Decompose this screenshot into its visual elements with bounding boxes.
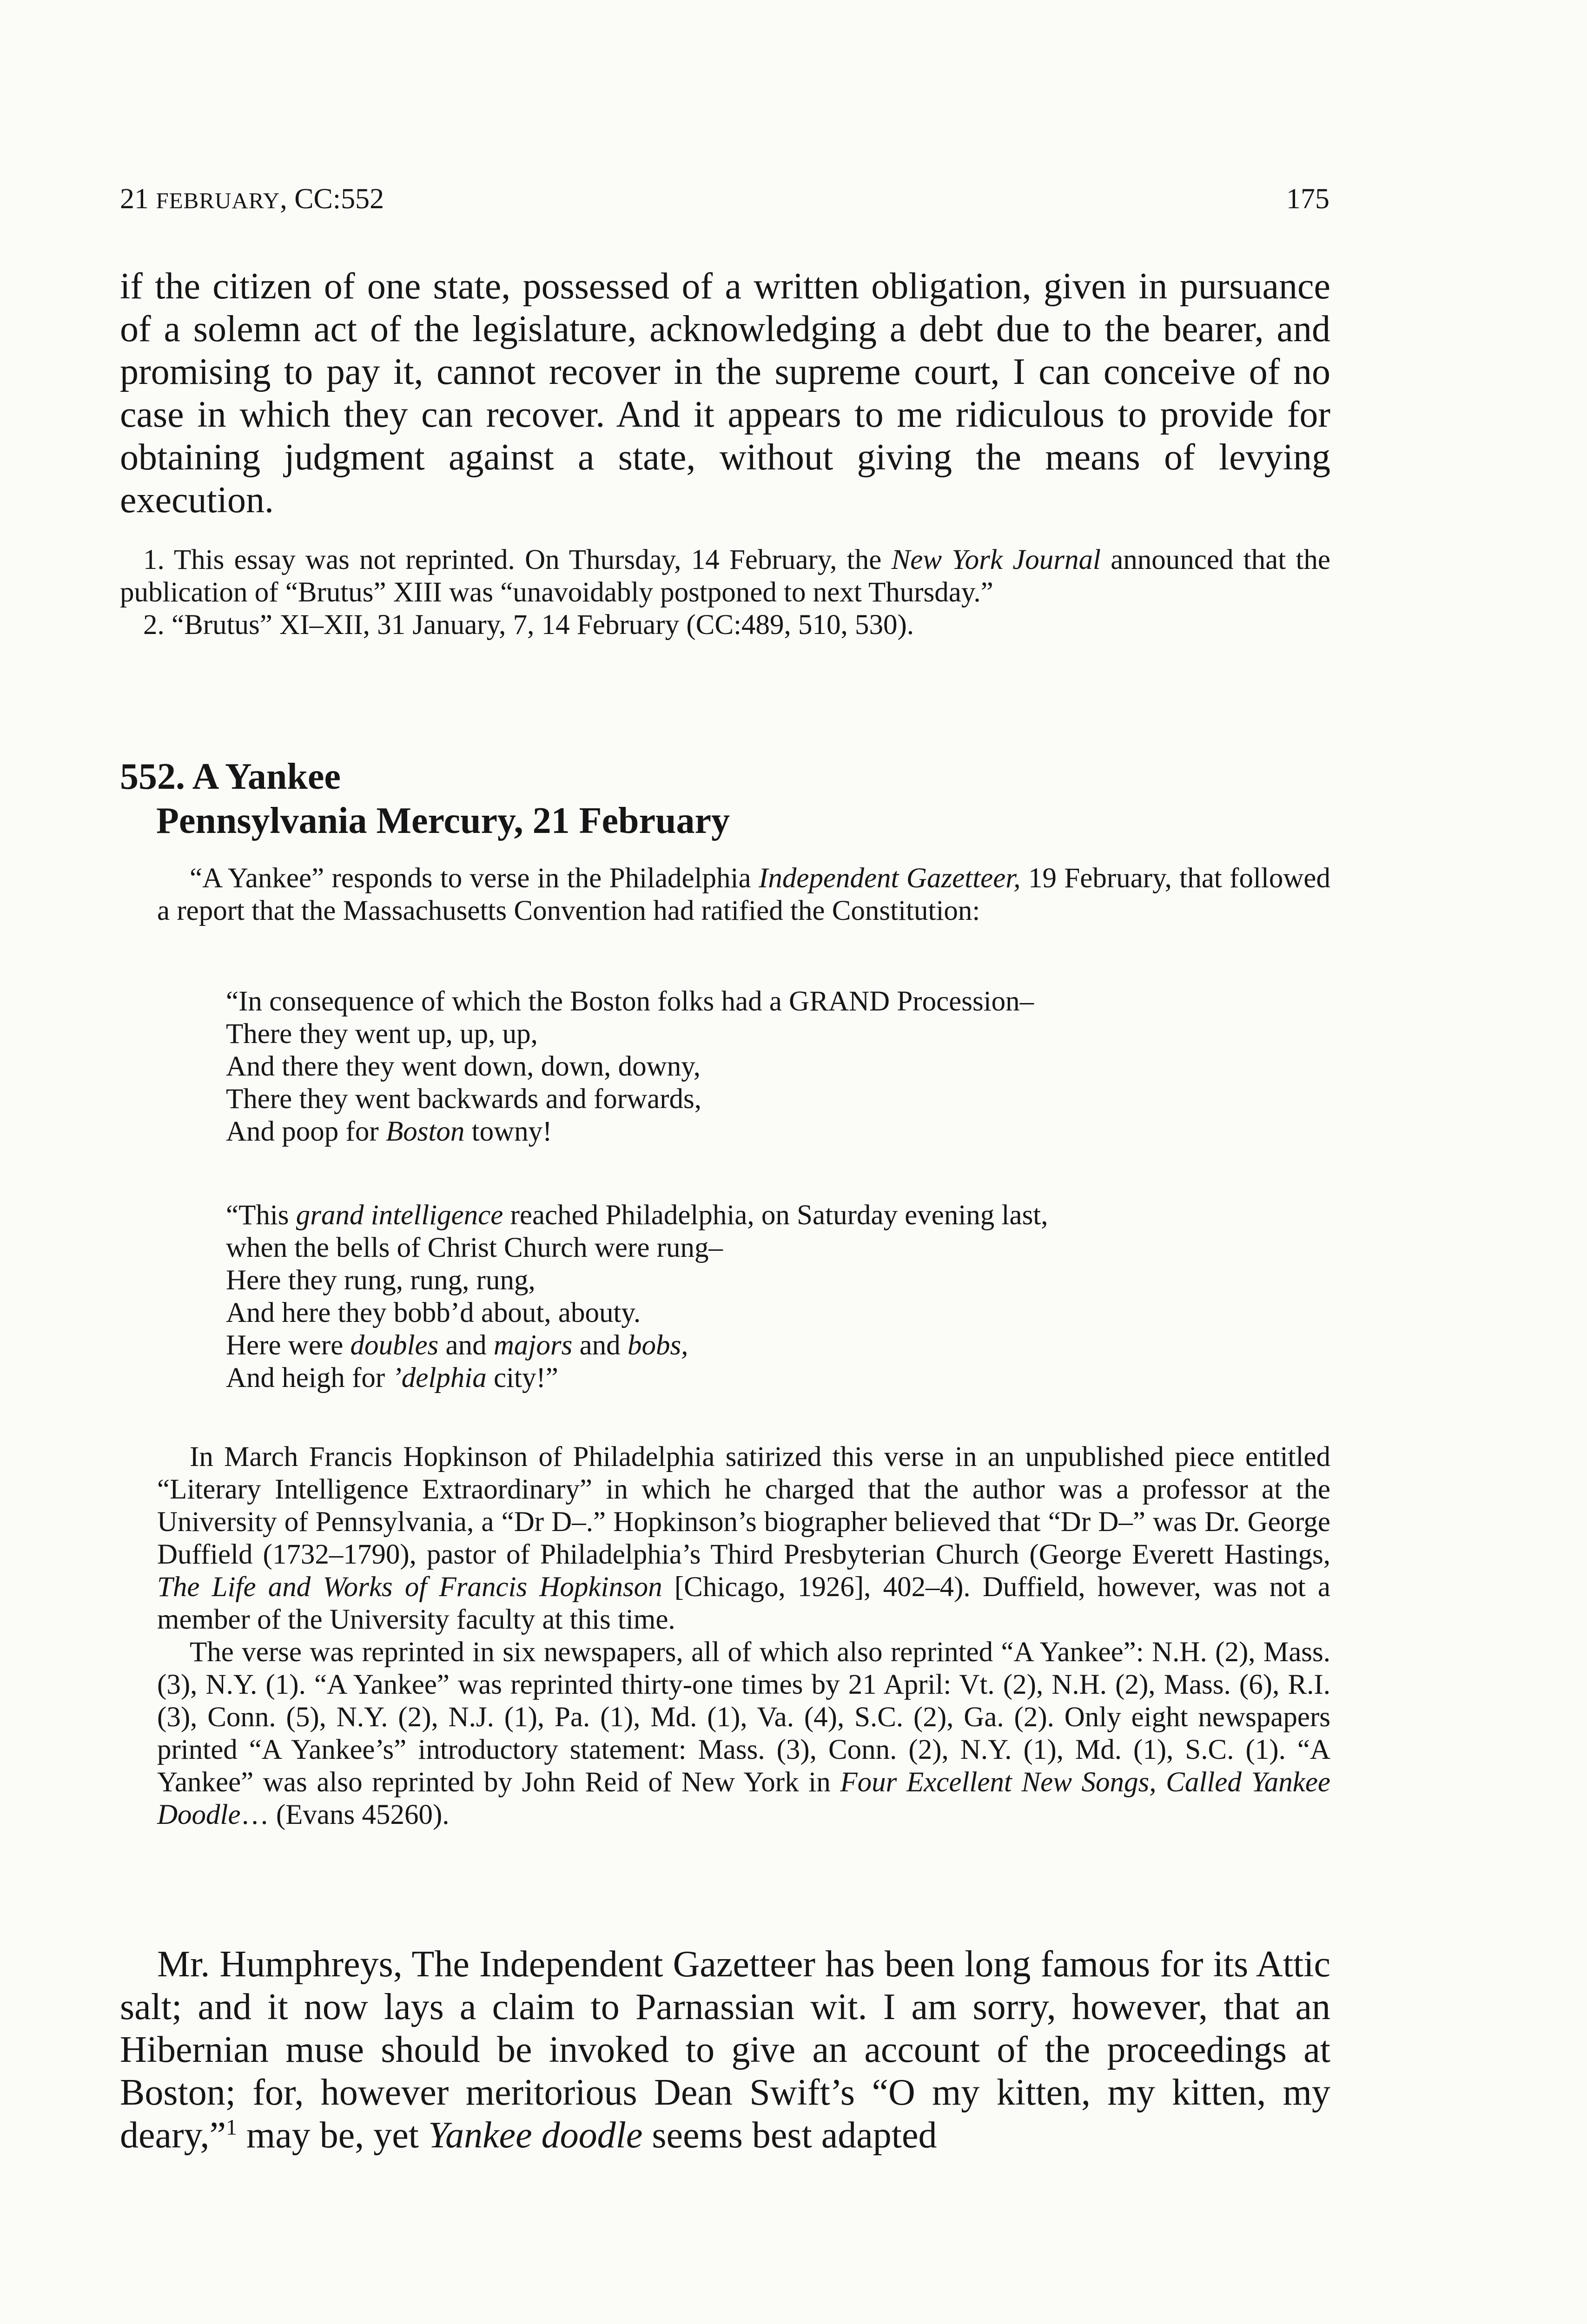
commentary-paragraph-2: The verse was reprinted in six newspapers, all of which also reprinted “A Yankee”: N.H. (2), Mass. (3), N.Y. (1). “A Yankee” was reprinted thirty-one times by 21 April: Vt. (2), N.H. (2), Mass. (6), R.I. (3), Conn. (5), N.Y. (2), N.J. (1), Pa. (1), Md. (1), Va. (4), S.C. (2), Ga. (2). Only eight newspapers printed “A Yankee’s” introductory statement: Mass. (3), Conn. (2), N.Y. (1), Md. (1), S.C. (1). “A Yankee” was also reprinted by John Reid of New York in Four Excellent New Songs, Called Yankee Doodle… (Evans 45260). xyxy=(157,1637,1331,1830)
verse-line: Here they rung, rung, rung, xyxy=(226,1265,536,1296)
verse-line: Here were doubles and majors and bobs, xyxy=(226,1330,688,1361)
verse-line: There they went backwards and forwards, xyxy=(226,1083,702,1115)
footnote-1: 1. This essay was not reprinted. On Thursday, 14 February, the New York Journal announced that the publication of “Brutus” XIII was “unavoidably postponed to next Thursday.” xyxy=(120,544,1330,608)
running-head-doc-ref: , CC:552 xyxy=(280,183,384,215)
verse-line: There they went up, up, up, xyxy=(226,1018,538,1050)
verse-line: And heigh for ’delphia city!” xyxy=(226,1362,558,1393)
verse-stanza-1 xyxy=(226,985,1295,1148)
verse-line: And poop for Boston towny! xyxy=(226,1116,552,1147)
headnote-intro: “A Yankee” responds to verse in the Philadelphia Independent Gazetteer, 19 February, that followed a report that the Massachusetts Convention had ratified the Constitution: xyxy=(157,863,1331,926)
verse-line: when the bells of Christ Church were rung– xyxy=(226,1232,723,1263)
headnote-commentary xyxy=(157,1441,1330,1831)
verse-line: “This grand intelligence reached Philadelphia, on Saturday evening last, xyxy=(226,1200,1048,1231)
verse-line: “In consequence of which the Boston folks had a GRAND Procession– xyxy=(226,986,1034,1017)
continued-paragraph: if the citizen of one state, possessed of a written obligation, given in pursuance of a solemn act of the legislature, acknowledging a debt due to the bearer, and promising to pay it, cannot recover in the supreme court, I can conceive of no case in which they can recover. And it appears to me ridiculous to provide for obtaining judgment against a state, without giving the means of levying execution. xyxy=(120,266,1330,521)
document-title: 552. A Yankee xyxy=(120,756,341,797)
verse-line: And there they went down, down, downy, xyxy=(226,1051,701,1082)
footnotes xyxy=(120,544,1330,641)
page-number: 175 xyxy=(1286,183,1329,215)
running-head xyxy=(120,180,1329,219)
document-body-text: Mr. Humphreys, The Independent Gazetteer has been long famous for its Attic salt; and it now lays a claim to Parnassian wit. I am sorry, however, that an Hibernian muse should be invoked to give an account of the proceedings at Boston; for, however meritorious Dean Swift’s “O my kitten, my kitten, my deary,”$^1$ may be, yet Yankee doodle seems best adapted xyxy=(120,1944,1330,2156)
footnote-reference: 1 xyxy=(225,2115,237,2140)
verse-line: And here they bobb’d about, abouty. xyxy=(226,1297,641,1328)
verse-stanza-2 xyxy=(226,1199,1295,1394)
commentary-paragraph-1: In March Francis Hopkinson of Philadelphia satirized this verse in an unpublished piece entitled “Literary Intelligence Extraordinary” in which he charged that the author was a professor at the University of Pennsylvania, a “Dr D–.” Hopkinson’s biographer believed that “Dr D–” was Dr. George Duffield (1732–1790), pastor of Philadelphia’s Third Presbyterian Church (George Everett Hastings, The Life and Works of Francis Hopkinson [Chicago, 1926], 402–4). Duffield, however, was not a member of the University faculty at this time. xyxy=(157,1441,1331,1635)
footnote-2: 2. “Brutus” XI–XII, 31 January, 7, 14 February (CC:489, 510, 530). xyxy=(143,609,914,640)
running-head-month: FEBRUARY xyxy=(156,188,280,213)
running-head-date: 21 xyxy=(120,183,156,215)
document-source: Pennsylvania Mercury, 21 February xyxy=(156,800,730,841)
